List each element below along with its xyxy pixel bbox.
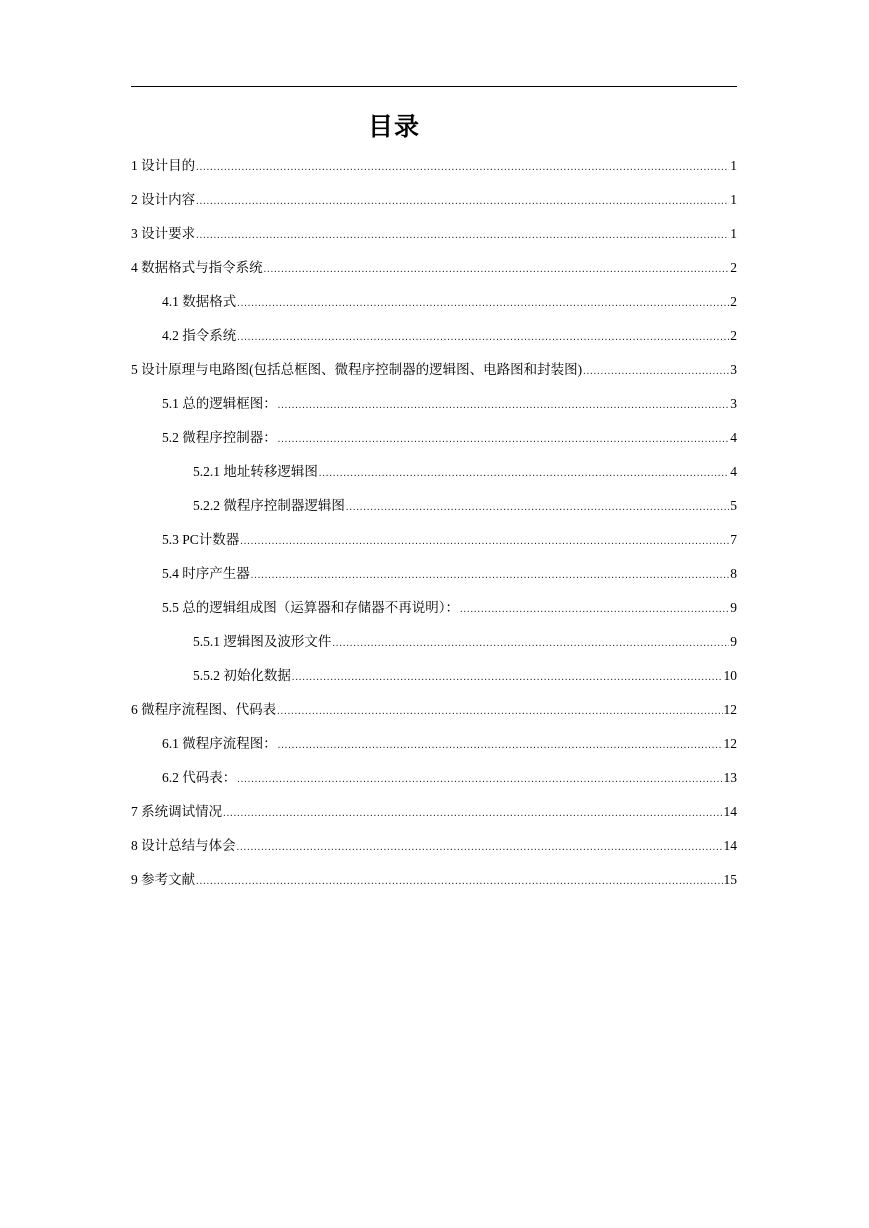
toc-entry-text: 2 设计内容 <box>131 192 196 207</box>
toc-leader-dots <box>277 700 722 724</box>
toc-entry-text: 8 设计总结与体会 <box>131 838 236 853</box>
toc-page-number: 2 <box>730 328 737 343</box>
toc-entry[interactable] <box>162 562 737 586</box>
toc-entry-text: 5.2.1 地址转移逻辑图 <box>193 464 318 479</box>
toc-entry[interactable] <box>162 324 737 348</box>
toc-entry-text: 9 参考文献 <box>131 872 196 887</box>
toc-entry-text: 4.2 指令系统 <box>162 328 237 343</box>
toc-page-number: 2 <box>730 294 737 309</box>
toc-leader-dots <box>278 734 723 758</box>
toc-page-number: 2 <box>730 260 737 275</box>
toc-entry-text: 4 数据格式与指令系统 <box>131 260 263 275</box>
toc-page-number: 3 <box>730 396 737 411</box>
page-title: 目录 <box>367 114 420 141</box>
toc-page-number: 1 <box>730 158 737 173</box>
toc-page-number: 10 <box>723 668 737 683</box>
toc-entry[interactable] <box>162 596 737 620</box>
toc-page-number: 4 <box>730 464 737 479</box>
toc-entry-text: 6 微程序流程图、代码表 <box>131 702 277 717</box>
toc-leader-dots <box>237 326 729 350</box>
toc-page-number: 9 <box>730 600 737 615</box>
toc-leader-dots <box>251 564 730 588</box>
toc-entry[interactable] <box>131 698 737 722</box>
toc-leader-dots <box>196 224 729 248</box>
toc-leader-dots <box>319 462 729 486</box>
toc-entry[interactable] <box>162 290 737 314</box>
toc-entry[interactable] <box>162 732 737 756</box>
toc-entry-text: 5.5.1 逻辑图及波形文件 <box>193 634 332 649</box>
toc-entry-text: 7 系统调试情况 <box>131 804 223 819</box>
toc-leader-dots <box>237 768 722 792</box>
toc-entry[interactable] <box>131 256 737 280</box>
toc-page-number: 1 <box>730 226 737 241</box>
toc-entry[interactable] <box>193 460 737 484</box>
toc-page-number: 14 <box>723 804 737 819</box>
toc-entry[interactable] <box>131 154 737 178</box>
toc-page-number: 7 <box>730 532 737 547</box>
toc-entry[interactable] <box>193 494 737 518</box>
toc-entry[interactable] <box>193 664 737 688</box>
toc-leader-dots <box>278 428 730 452</box>
toc-leader-dots <box>583 360 729 384</box>
toc-leader-dots <box>223 802 722 826</box>
toc-leader-dots <box>264 258 730 282</box>
toc-page-number: 3 <box>730 362 737 377</box>
toc-entry[interactable] <box>131 188 737 212</box>
toc-entry-text: 5.1 总的逻辑框图： <box>162 396 277 411</box>
toc-entry[interactable] <box>131 358 737 382</box>
toc-page-number: 5 <box>730 498 737 513</box>
toc-entry[interactable] <box>131 800 737 824</box>
toc-page-number: 14 <box>723 838 737 853</box>
toc-leader-dots <box>460 598 729 622</box>
toc-leader-dots <box>346 496 729 520</box>
toc-entry[interactable] <box>162 766 737 790</box>
toc-leader-dots <box>237 292 729 316</box>
toc-page-number: 8 <box>730 566 737 581</box>
toc-entry-text: 5 设计原理与电路图(包括总框图、微程序控制器的逻辑图、电路图和封装图) <box>131 362 583 377</box>
toc-entry-text: 5.2.2 微程序控制器逻辑图 <box>193 498 345 513</box>
toc-entry[interactable] <box>131 868 737 892</box>
toc-entry-text: 5.5.2 初始化数据 <box>193 668 291 683</box>
toc-entry[interactable] <box>131 834 737 858</box>
toc-page-number: 12 <box>723 702 737 717</box>
toc-page-number: 15 <box>723 872 737 887</box>
toc-page-number: 1 <box>730 192 737 207</box>
toc-leader-dots <box>278 394 730 418</box>
toc-leader-dots <box>196 190 729 214</box>
toc-leader-dots <box>240 530 729 554</box>
toc-page-number: 12 <box>723 736 737 751</box>
header-rule <box>131 86 737 87</box>
toc-entry-text: 1 设计目的 <box>131 158 196 173</box>
toc-entry-text: 6.1 微程序流程图： <box>162 736 277 751</box>
toc-entry-text: 3 设计要求 <box>131 226 196 241</box>
toc-leader-dots <box>196 870 722 894</box>
toc-entry-text: 4.1 数据格式 <box>162 294 237 309</box>
toc-entry-text: 5.4 时序产生器 <box>162 566 250 581</box>
toc-leader-dots <box>196 156 729 180</box>
toc-page-number: 4 <box>730 430 737 445</box>
toc-entry[interactable] <box>193 630 737 654</box>
toc-entry-text: 5.5 总的逻辑组成图（运算器和存储器不再说明）： <box>162 600 459 615</box>
toc-entry-text: 5.2 微程序控制器： <box>162 430 277 445</box>
toc-entry[interactable] <box>162 528 737 552</box>
toc-page-number: 9 <box>730 634 737 649</box>
toc-leader-dots <box>237 836 723 860</box>
toc-entry[interactable] <box>162 426 737 450</box>
toc-leader-dots <box>332 632 729 656</box>
toc-entry-text: 6.2 代码表： <box>162 770 237 785</box>
toc-entry[interactable] <box>131 222 737 246</box>
toc-page-number: 13 <box>723 770 737 785</box>
toc-entry[interactable] <box>162 392 737 416</box>
toc-leader-dots <box>292 666 723 690</box>
toc-entry-text: 5.3 PC计数器 <box>162 532 240 547</box>
